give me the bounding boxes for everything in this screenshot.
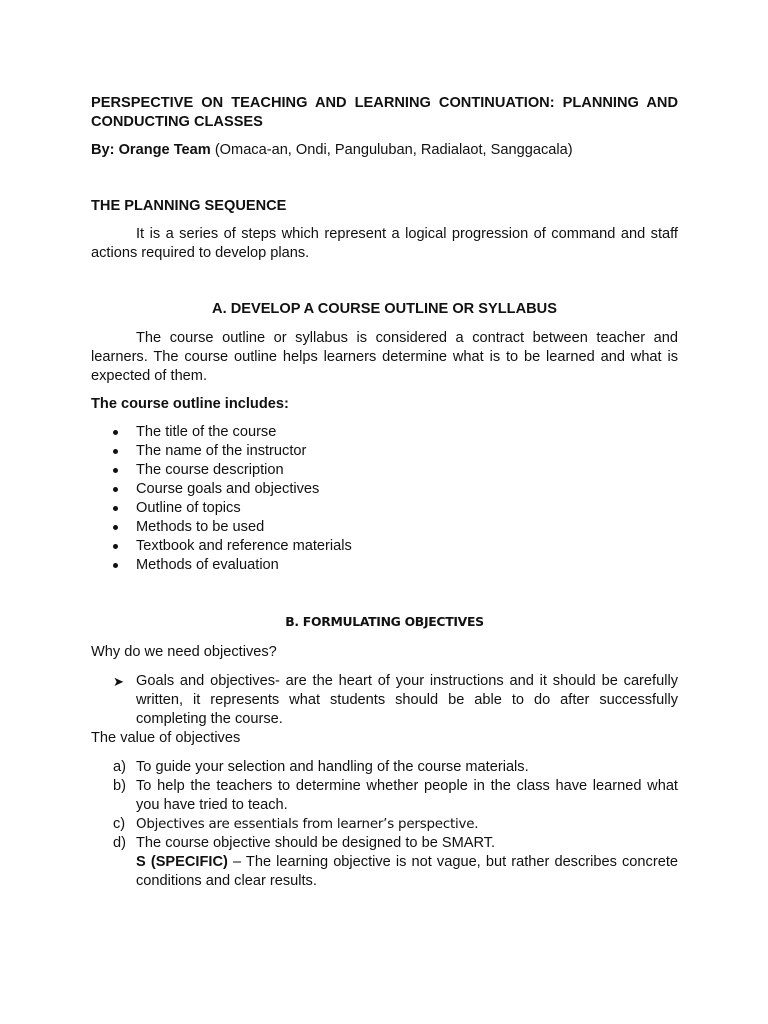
byline-members: (Omaca-an, Ondi, Panguluban, Radialaot, Sanggacala) xyxy=(210,142,573,158)
list-item: c) Objectives are essentials from learner’s perspective. xyxy=(113,816,479,832)
planning-sequence-heading: THE PLANNING SEQUENCE xyxy=(91,198,287,214)
smart-specific-definition xyxy=(136,853,678,891)
smart-specific-label: S (SPECIFIC) xyxy=(136,854,228,870)
section-a-heading: A. DEVELOP A COURSE OUTLINE OR SYLLABUS xyxy=(212,301,557,317)
section-b-heading: B. FORMULATING OBJECTIVES xyxy=(285,614,484,629)
list-item: Methods of evaluation xyxy=(91,556,678,575)
byline-team: By: Orange Team xyxy=(91,142,211,158)
course-outline-list xyxy=(91,423,678,575)
list-item: b) To help the teachers to determine whether people in the class have learned what you have tried to teach. xyxy=(113,778,678,813)
section-a-text: The course outline or syllabus is considered a contract between teacher and learners. The course outline helps learners determine what is to be learned and what is expected of them. xyxy=(91,330,678,384)
goals-objectives-item: ➤ Goals and objectives- are the heart of your instructions and it should be carefully written, it represents what students should be able to do after successfully completing the course. xyxy=(113,673,678,727)
bullet-icon xyxy=(113,563,118,568)
value-of-objectives-list xyxy=(91,758,678,891)
bullet-icon xyxy=(113,525,118,530)
byline xyxy=(91,141,678,160)
list-item: The title of the course xyxy=(91,423,678,442)
value-of-objectives-heading: The value of objectives xyxy=(91,730,241,746)
arrowhead-bullet-icon: ➤ xyxy=(113,674,124,689)
smart-specific-text: – The learning objective is not vague, but rather describes concrete conditions and clear results. xyxy=(136,854,678,889)
list-item: Textbook and reference materials xyxy=(91,537,678,556)
list-item: d) The course objective should be designed to be SMART. S (SPECIFIC) – The learning objective is not vague, but rather describes concrete conditions and clear results. xyxy=(113,835,678,889)
objectives-question: Why do we need objectives? xyxy=(91,644,277,660)
bullet-icon xyxy=(113,430,118,435)
bullet-icon xyxy=(113,487,118,492)
list-item: a) To guide your selection and handling of the course materials. xyxy=(113,759,529,775)
planning-sequence-text: It is a series of steps which represent a logical progression of command and staff actions required to develop plans. xyxy=(91,226,678,261)
list-item: Outline of topics xyxy=(91,499,678,518)
bullet-icon xyxy=(113,506,118,511)
document-title: PERSPECTIVE ON TEACHING AND LEARNING CONTINUATION: PLANNING AND CONDUCTING CLASSES xyxy=(91,95,678,130)
bullet-icon xyxy=(113,468,118,473)
list-item: Methods to be used xyxy=(91,518,678,537)
list-item: Course goals and objectives xyxy=(91,480,678,499)
course-outline-includes-heading: The course outline includes: xyxy=(91,396,289,412)
list-item: The name of the instructor xyxy=(91,442,678,461)
bullet-icon xyxy=(113,544,118,549)
bullet-icon xyxy=(113,449,118,454)
list-item: The course description xyxy=(91,461,678,480)
